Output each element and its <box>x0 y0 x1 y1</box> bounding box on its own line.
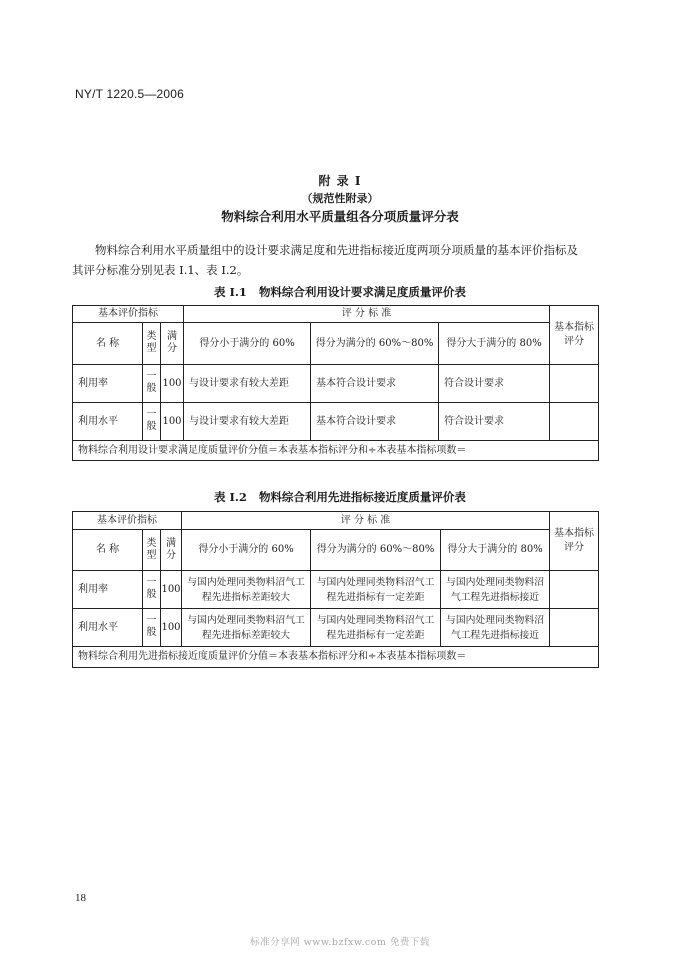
table-footer-row <box>73 647 599 668</box>
cell-full-score: 100 <box>161 365 184 403</box>
header-indicator-score: 基本指标评分 <box>550 306 599 365</box>
table-subheader-row <box>73 530 599 571</box>
cell-type: 一般 <box>143 403 161 441</box>
cell-full-score: 100 <box>161 403 184 441</box>
cell-name: 利用水平 <box>73 403 143 441</box>
table-header-row <box>73 512 599 530</box>
header-type: 类型 <box>143 323 161 365</box>
cell-name: 利用率 <box>73 571 143 609</box>
cell-indicator-score <box>550 403 599 441</box>
cell-type: 一般 <box>143 365 161 403</box>
page-number: 18 <box>75 892 86 904</box>
appendix-label: 附 录 I <box>318 174 362 188</box>
cell-above-80: 符合设计要求 <box>439 403 550 441</box>
header-name: 名 称 <box>73 530 143 571</box>
header-indicator-score: 基本指标评分 <box>550 512 599 571</box>
table-2 <box>72 511 599 668</box>
table-1-formula: 物料综合利用设计要求满足度质量评价分值＝本表基本指标评分和÷本表基本指标项数＝ <box>73 441 599 461</box>
header-below-60: 得分小于满分的 60% <box>184 323 311 365</box>
header-full-score: 满分 <box>161 530 182 571</box>
table-row <box>73 571 599 609</box>
header-above-80: 得分大于满分的 80% <box>441 530 550 571</box>
table-header-row <box>73 306 599 323</box>
appendix-title: 物料综合利用水平质量组各分项质量评分表 <box>221 209 459 224</box>
table-2-caption-label: 表 I.2 <box>214 490 247 504</box>
header-scoring-criteria: 评 分 标 准 <box>182 512 550 530</box>
cell-full-score: 100 <box>161 571 182 609</box>
table-2-caption <box>0 489 680 505</box>
cell-below-60: 与设计要求有较大差距 <box>184 403 311 441</box>
standard-code: NY/T 1220.5—2006 <box>75 87 185 101</box>
header-60-80: 得分为满分的 60%～80% <box>311 323 439 365</box>
cell-indicator-score <box>550 365 599 403</box>
header-name: 名 称 <box>73 323 143 365</box>
cell-full-score: 100 <box>161 609 182 647</box>
table-1 <box>72 305 599 461</box>
cell-60-80: 基本符合设计要求 <box>311 403 439 441</box>
cell-above-80: 与国内处理同类物料沼气工程先进指标接近 <box>441 571 550 609</box>
cell-below-60: 与国内处理同类物料沼气工程先进指标差距较大 <box>182 609 311 647</box>
cell-name: 利用水平 <box>73 609 143 647</box>
header-type: 类型 <box>143 530 161 571</box>
cell-name: 利用率 <box>73 365 143 403</box>
header-full-score: 满分 <box>161 323 184 365</box>
cell-below-60: 与国内处理同类物料沼气工程先进指标差距较大 <box>182 571 311 609</box>
watermark-text: 标准分享网 www.bzfxw.com 免费下载 <box>250 937 430 948</box>
table-1-caption <box>0 284 680 300</box>
header-above-80: 得分大于满分的 80% <box>439 323 550 365</box>
table-2-formula: 物料综合利用先进指标接近度质量评价分值＝本表基本指标评分和÷本表基本指标项数＝ <box>73 647 599 668</box>
appendix-type: （规范性附录） <box>301 192 379 205</box>
cell-below-60: 与设计要求有较大差距 <box>184 365 311 403</box>
table-2-caption-title: 物料综合利用先进指标接近度质量评价表 <box>258 490 466 504</box>
table-1-caption-title: 物料综合利用设计要求满足度质量评价表 <box>258 285 466 299</box>
table-footer-row <box>73 441 599 461</box>
table-row <box>73 365 599 403</box>
cell-indicator-score <box>550 609 599 647</box>
header-basic-indicators: 基本评价指标 <box>73 512 182 530</box>
cell-60-80: 基本符合设计要求 <box>311 365 439 403</box>
table-subheader-row <box>73 323 599 365</box>
header-basic-indicators: 基本评价指标 <box>73 306 184 323</box>
header-scoring-criteria: 评 分 标 准 <box>184 306 550 323</box>
cell-type: 一般 <box>143 571 161 609</box>
header-60-80: 得分为满分的 60%～80% <box>311 530 441 571</box>
table-1-caption-label: 表 I.1 <box>214 285 247 299</box>
cell-above-80: 与国内处理同类物料沼气工程先进指标接近 <box>441 609 550 647</box>
table-row <box>73 609 599 647</box>
cell-indicator-score <box>550 571 599 609</box>
header-below-60: 得分小于满分的 60% <box>182 530 311 571</box>
cell-above-80: 符合设计要求 <box>439 365 550 403</box>
cell-60-80: 与国内处理同类物料沼气工程先进指标有一定差距 <box>311 609 441 647</box>
table-row <box>73 403 599 441</box>
cell-60-80: 与国内处理同类物料沼气工程先进指标有一定差距 <box>311 571 441 609</box>
intro-paragraph-line-1: 物料综合利用水平质量组中的设计要求满足度和先进指标接近度两项分项质量的基本评价指标及 <box>95 243 578 257</box>
intro-paragraph-line-2: 其评分标准分别见表 I.1、表 I.2。 <box>72 263 249 277</box>
cell-type: 一般 <box>143 609 161 647</box>
